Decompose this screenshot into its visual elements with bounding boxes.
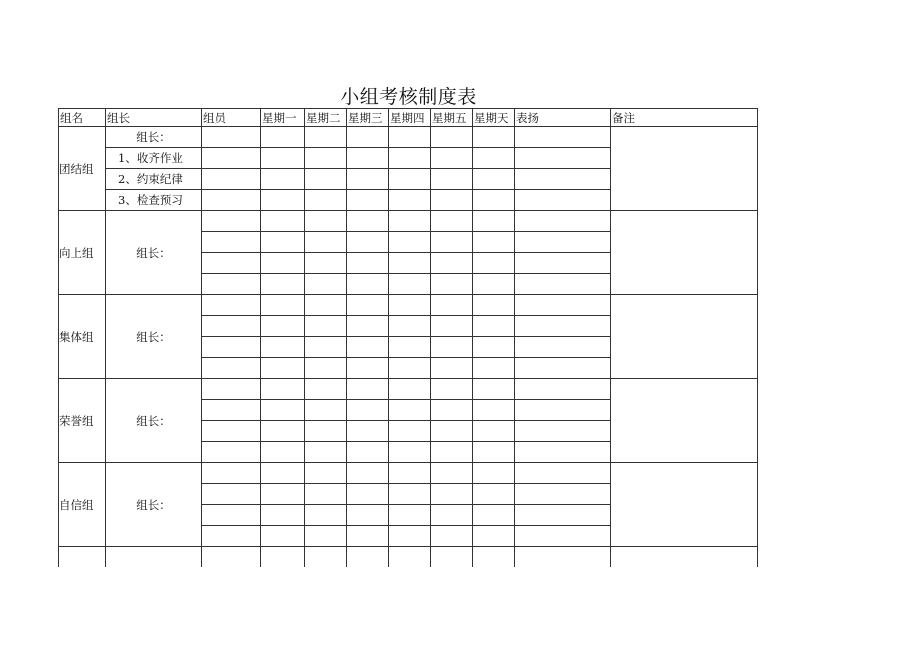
header-tuesday: 星期二 [305,109,347,127]
leader-label: 组长： [106,379,202,463]
group-name: 集体组 [59,295,106,379]
header-thursday: 星期四 [389,109,431,127]
header-wednesday: 星期三 [347,109,389,127]
group-name: 荣誉组 [59,379,106,463]
table-row [59,295,758,316]
header-monday: 星期一 [261,109,305,127]
assessment-table [58,108,758,567]
group-name: 团结组 [59,127,106,211]
remark-cell [611,211,758,295]
remark-cell [611,295,758,379]
duty-item: 3、检查预习 [106,190,202,211]
remark-cell [611,379,758,463]
table-row [59,463,758,484]
table-row [59,379,758,400]
leader-label: 组长： [106,463,202,547]
header-remark: 备注 [611,109,758,127]
table-row [59,211,758,232]
header-sunday: 星期天 [473,109,515,127]
table-row [59,547,758,568]
header-praise: 表扬 [515,109,611,127]
duty-item: 1、收齐作业 [106,148,202,169]
remark-cell [611,463,758,547]
header-leader: 组长 [106,109,202,127]
page-title: 小组考核制度表 [340,86,477,108]
table-row [59,127,758,148]
group-name: 自信组 [59,463,106,547]
header-friday: 星期五 [431,109,473,127]
remark-cell [611,127,758,211]
header-members: 组员 [202,109,261,127]
header-group: 组名 [59,109,106,127]
leader-label: 组长： [106,295,202,379]
group-name: 向上组 [59,211,106,295]
header-row [59,109,758,127]
leader-label: 组长： [106,127,202,148]
leader-label: 组长： [106,211,202,295]
duty-item: 2、约束纪律 [106,169,202,190]
